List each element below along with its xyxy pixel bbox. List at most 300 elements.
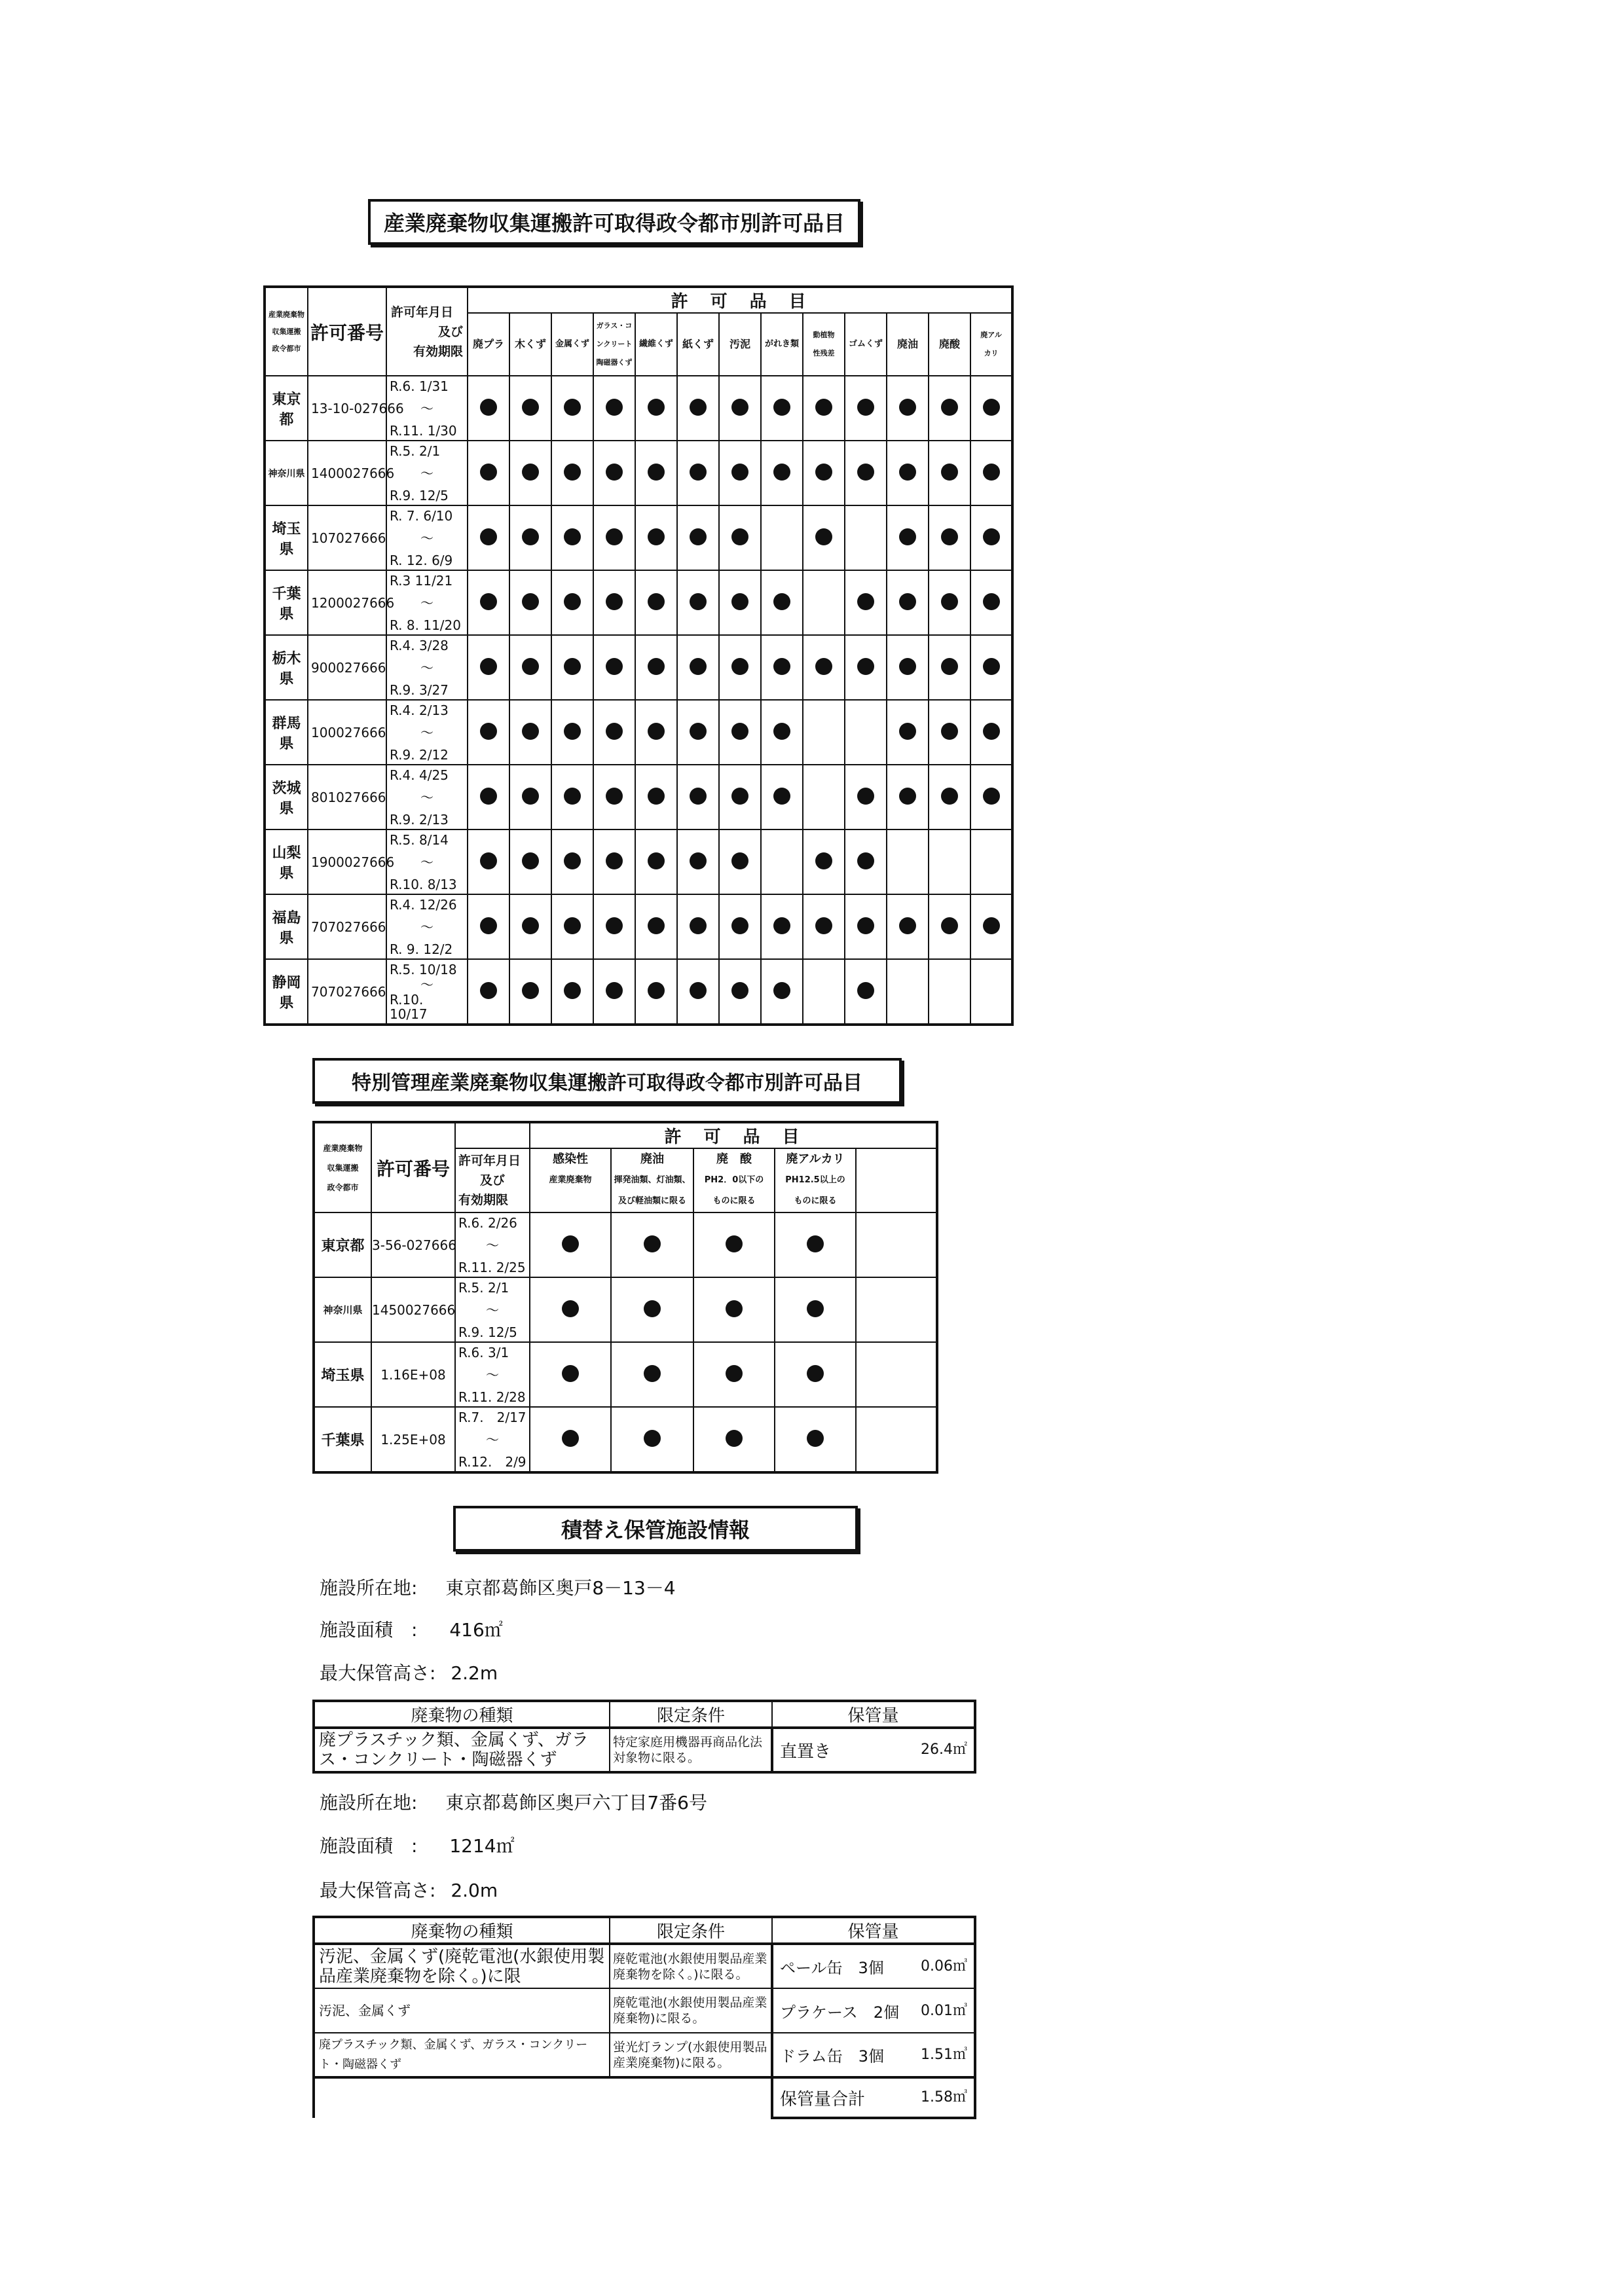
permitted-dot (726, 1430, 743, 1447)
mark-cell (677, 700, 719, 765)
mark-cell (509, 376, 551, 441)
permit-date-cell (386, 376, 468, 441)
permitted-dot (726, 1300, 743, 1317)
mark-cell (845, 829, 887, 894)
mark-cell (845, 635, 887, 700)
permit-date-to: R. 9. 12/2 (390, 941, 453, 957)
permitted-dot (899, 723, 916, 740)
mark-cell (551, 894, 593, 959)
permitted-dot (480, 464, 497, 481)
mark-cell (509, 829, 551, 894)
permitted-dot (480, 593, 497, 610)
mark-cell (761, 894, 803, 959)
permit-row (265, 829, 1012, 894)
permit-row (265, 376, 1012, 441)
permit-date-to: R.9. 2/12 (390, 746, 449, 763)
permitted-dot (606, 528, 623, 545)
header-line: 及び (437, 324, 463, 339)
storage-container: プラケース 2個 (780, 2003, 900, 2022)
permitted-dot (731, 788, 748, 805)
permit-date-cell (455, 1277, 530, 1342)
permit-date-tilde: ～ (420, 659, 434, 676)
site2-storage-table (312, 1916, 976, 2119)
mark-cell (803, 635, 845, 700)
permitted-dot (564, 399, 581, 416)
permitted-dot (773, 399, 790, 416)
permitted-dot (564, 982, 581, 999)
permitted-dot (815, 464, 832, 481)
site1-address-label: 施設所在地: (320, 1577, 418, 1599)
permitted-dot (522, 982, 539, 999)
permitted-dot (983, 723, 1000, 740)
pref-cell: 東京都 (314, 1212, 371, 1277)
mark-cell (803, 959, 845, 1025)
site2-height (320, 1876, 498, 1903)
mark-cell (761, 829, 803, 894)
permitted-dot (648, 917, 665, 934)
mark-cell (719, 894, 761, 959)
permitted-dot (857, 593, 874, 610)
mark-cell (887, 570, 929, 635)
item-header (719, 313, 761, 376)
permitted-dot (983, 528, 1000, 545)
condition: 蛍光灯ランプ(水銀使用製品産業廃棄物)に限る。 (610, 2033, 772, 2077)
storage-container: ドラム缶 3個 (780, 2047, 885, 2066)
site1-height (320, 1659, 498, 1685)
mark-cell (970, 765, 1012, 829)
permitted-dot (522, 658, 539, 675)
permit-date (387, 507, 467, 569)
mark-cell (509, 894, 551, 959)
mark-cell (719, 959, 761, 1025)
permitted-dot (773, 723, 790, 740)
header-line: 産業廃棄物 (549, 1175, 592, 1185)
mark-cell (929, 894, 970, 959)
permitted-dot (522, 852, 539, 869)
waste-type: 汚泥、金属くず(廃乾電池(水銀使用製品産業廃棄物を除く。)に限 (314, 1944, 610, 1988)
permitted-dot (857, 788, 874, 805)
header-line: 許可年月日 (458, 1154, 521, 1168)
header-line: 廃酸 (938, 338, 960, 350)
mark-cell (887, 829, 929, 894)
mark-cell (845, 700, 887, 765)
permitted-dot (606, 658, 623, 675)
mark-cell (845, 765, 887, 829)
item-header (468, 313, 509, 376)
permit-date-from: R.6. 1/31 (390, 378, 449, 394)
permitted-dot (857, 917, 874, 934)
header-line: 繊維くず (638, 339, 673, 349)
mark-cell (693, 1342, 775, 1407)
permit-date-from: R.5. 8/14 (390, 831, 449, 848)
permit-date-cell (386, 765, 468, 829)
mark-cell (719, 635, 761, 700)
header-line: 揮発油類、灯油類、 (614, 1175, 691, 1185)
permit-number: 1900027666 (308, 829, 386, 894)
mark-cell (611, 1407, 693, 1472)
permit-date-tilde: ～ (420, 976, 434, 993)
permitted-dot (773, 464, 790, 481)
header-line: 有効期限 (413, 344, 463, 359)
mark-cell (635, 829, 677, 894)
permitted-dot (815, 399, 832, 416)
mark-cell (887, 505, 929, 570)
mark-cell (530, 1407, 611, 1472)
permitted-dot (606, 788, 623, 805)
mark-cell (593, 441, 635, 505)
permit-date-tilde: ～ (420, 594, 434, 611)
mark-cell (509, 959, 551, 1025)
storage-volume: 1.51㎥ (921, 2047, 967, 2063)
site1-area-value: 416㎡ (449, 1619, 503, 1641)
header-line: 陶磁器くず (596, 358, 633, 367)
permitted-dot (690, 528, 707, 545)
permitted-dot (564, 593, 581, 610)
permit-number: 801027666 (308, 765, 386, 829)
mark-cell (468, 700, 509, 765)
permit-number: 1.16E+08 (371, 1342, 455, 1407)
header-line: カリ (984, 349, 999, 357)
permitted-dot (480, 723, 497, 740)
mark-cell (887, 700, 929, 765)
pref-cell: 埼玉県 (265, 505, 308, 570)
header-line: 汚泥 (729, 338, 750, 350)
permit-date (456, 1409, 529, 1470)
permit-date-tilde: ～ (420, 465, 434, 481)
site2-address-label: 施設所在地: (320, 1792, 418, 1813)
site1-storage-table (312, 1700, 976, 1774)
permitted-dot (562, 1235, 579, 1252)
mark-cell (468, 570, 509, 635)
mark-cell (845, 505, 887, 570)
mark-cell (856, 1212, 937, 1277)
permit-number: 1400027666 (308, 441, 386, 505)
mark-cell (856, 1407, 937, 1472)
header-line: 性残差 (813, 349, 835, 357)
permitted-dot (522, 723, 539, 740)
permitted-dot (773, 658, 790, 675)
permit-date-from: R.5. 10/18 (390, 961, 457, 977)
item-header (693, 1148, 775, 1212)
mark-cell (803, 441, 845, 505)
permit-number: 1200027666 (308, 570, 386, 635)
header-line: 政令都市 (327, 1182, 359, 1192)
mark-cell (775, 1407, 856, 1472)
mark-cell (677, 959, 719, 1025)
permitted-dot (480, 658, 497, 675)
permitted-dot (983, 593, 1000, 610)
item-header (929, 313, 970, 376)
permit-row (314, 1407, 937, 1472)
permitted-dot (606, 593, 623, 610)
permitted-dot (564, 464, 581, 481)
pref-cell: 静岡県 (265, 959, 308, 1025)
pref-cell: 福島県 (265, 894, 308, 959)
mark-cell (970, 505, 1012, 570)
mark-cell (551, 441, 593, 505)
header-line: 動植物 (813, 331, 835, 339)
mark-cell (593, 570, 635, 635)
item-header (593, 313, 635, 376)
permit-row (314, 1212, 937, 1277)
permit-date-to: R.9. 3/27 (390, 682, 449, 698)
permitted-dot (899, 658, 916, 675)
permit-date-cell (386, 700, 468, 765)
storage-volume: 0.06㎥ (921, 1958, 967, 1975)
mark-cell (593, 959, 635, 1025)
permit-date-tilde: ～ (486, 1237, 499, 1253)
permit-date (387, 896, 467, 958)
pref-cell: 山梨県 (265, 829, 308, 894)
facility-title: 積替え保管施設情報 (453, 1506, 858, 1552)
permitted-dot (644, 1430, 661, 1447)
item-header (635, 313, 677, 376)
mark-cell (635, 376, 677, 441)
header-line: 収集運搬 (327, 1163, 359, 1173)
permitted-dot (899, 593, 916, 610)
mark-cell (719, 441, 761, 505)
permitted-dot (690, 399, 707, 416)
permitted-dot (941, 723, 958, 740)
permitted-dot (690, 658, 707, 675)
mark-cell (635, 635, 677, 700)
permit-date (387, 767, 467, 828)
col-no-header: 許可番号 (371, 1122, 455, 1212)
permit-date-to: R.11. 2/25 (458, 1259, 526, 1275)
permitted-dot (807, 1430, 824, 1447)
header-line: 廃プラ (472, 338, 504, 350)
permit-date (387, 961, 467, 1023)
storage-container: ペール缶 3個 (780, 1959, 884, 1977)
mark-cell (929, 376, 970, 441)
permit-date-cell (455, 1407, 530, 1472)
header-line: 産業廃棄物 (323, 1143, 363, 1153)
permitted-dot (644, 1365, 661, 1382)
permit-date-cell (386, 959, 468, 1025)
mark-cell (593, 894, 635, 959)
header-line: 政令都市 (272, 344, 301, 353)
mark-cell (856, 1277, 937, 1342)
items-header: 許 可 品 目 (468, 287, 1012, 313)
permit-date-to: R.9. 2/13 (390, 811, 449, 828)
item-header (803, 313, 845, 376)
permitted-dot (522, 788, 539, 805)
mark-cell (635, 765, 677, 829)
header-line: 金属くず (555, 339, 589, 349)
condition: 廃乾電池(水銀使用製品産業廃棄物)に限る。 (610, 1988, 772, 2033)
permitted-dot (726, 1365, 743, 1382)
mark-cell (761, 570, 803, 635)
mark-cell (761, 765, 803, 829)
mark-cell (677, 570, 719, 635)
mark-cell (887, 376, 929, 441)
permit-date-from: R.5. 2/1 (458, 1279, 509, 1296)
permitted-dot (690, 788, 707, 805)
permitted-dot (690, 852, 707, 869)
permitted-dot (983, 788, 1000, 805)
permitted-dot (522, 399, 539, 416)
permitted-dot (731, 528, 748, 545)
permitted-dot (690, 723, 707, 740)
permit-date-tilde: ～ (420, 400, 434, 416)
permitted-dot (606, 917, 623, 934)
mark-cell (551, 700, 593, 765)
mark-cell (551, 829, 593, 894)
mark-cell (719, 570, 761, 635)
mark-cell (530, 1212, 611, 1277)
mark-cell (803, 376, 845, 441)
permit-number: 707027666 (308, 959, 386, 1025)
col-pref-header (265, 287, 308, 376)
permitted-dot (648, 852, 665, 869)
permit-date-from: R.4. 3/28 (390, 637, 449, 653)
pref-cell: 千葉県 (265, 570, 308, 635)
permitted-dot (564, 658, 581, 675)
storage-qty (772, 2033, 975, 2077)
header-line: 産業廃棄物 (268, 310, 304, 319)
permitted-dot (941, 464, 958, 481)
mark-cell (677, 376, 719, 441)
storage-qty (772, 1728, 975, 1772)
header-line: 廃アル (980, 331, 1002, 339)
header-line: 廃油 (640, 1152, 664, 1166)
site2-area (320, 1832, 515, 1858)
mark-cell (677, 765, 719, 829)
permit-date-tilde: ～ (486, 1302, 499, 1318)
permit-date-tilde: ～ (420, 530, 434, 546)
mark-cell (635, 700, 677, 765)
header-line: ンクリート (596, 340, 633, 348)
permit-date (387, 443, 467, 504)
mark-cell (551, 376, 593, 441)
mark-cell (929, 635, 970, 700)
item-header (775, 1148, 856, 1212)
mark-cell (551, 959, 593, 1025)
date-top-blank (455, 1122, 530, 1148)
site1-address-value: 東京都葛飾区奥戸8－13－4 (445, 1577, 676, 1599)
mark-cell (761, 700, 803, 765)
permitted-dot (815, 528, 832, 545)
permitted-dot (899, 464, 916, 481)
permit-date-tilde: ～ (420, 854, 434, 870)
permitted-dot (899, 788, 916, 805)
mark-cell (719, 700, 761, 765)
pref-cell: 群馬県 (265, 700, 308, 765)
mark-cell (509, 441, 551, 505)
items-header: 許 可 品 目 (530, 1122, 937, 1148)
mark-cell (761, 376, 803, 441)
mark-cell (611, 1212, 693, 1277)
permit-date-tilde: ～ (420, 724, 434, 740)
permitted-dot (773, 788, 790, 805)
header-line: 及び (479, 1173, 505, 1188)
permitted-dot (773, 917, 790, 934)
mark-cell (929, 570, 970, 635)
permit-number: 13-10-027666 (308, 376, 386, 441)
mark-cell (719, 376, 761, 441)
permitted-dot (731, 399, 748, 416)
mark-cell (468, 635, 509, 700)
mark-cell (468, 829, 509, 894)
mark-cell (593, 376, 635, 441)
col-no-header: 許可番号 (308, 287, 386, 376)
permit-row (265, 894, 1012, 959)
permitted-dot (606, 399, 623, 416)
pref-cell: 埼玉県 (314, 1342, 371, 1407)
permitted-dot (731, 658, 748, 675)
pref-cell: 神奈川県 (265, 441, 308, 505)
permit-date-to: R.9. 12/5 (458, 1324, 517, 1340)
permit-row (265, 441, 1012, 505)
storage-row (314, 2033, 975, 2077)
mark-cell (635, 959, 677, 1025)
mark-cell (593, 829, 635, 894)
mark-cell (468, 765, 509, 829)
permitted-dot (941, 528, 958, 545)
permitted-dot (899, 399, 916, 416)
mark-cell (677, 894, 719, 959)
mark-cell (551, 765, 593, 829)
permitted-dot (480, 788, 497, 805)
mark-cell (551, 635, 593, 700)
mark-cell (970, 829, 1012, 894)
site1-height-value: 2.2m (451, 1662, 498, 1684)
permitted-dot (480, 399, 497, 416)
permit-date-cell (386, 894, 468, 959)
permit-date (387, 572, 467, 634)
mark-cell (803, 894, 845, 959)
storage-volume: 26.4㎡ (921, 1741, 967, 1758)
permit-date-cell (386, 829, 468, 894)
permit-number: 1.25E+08 (371, 1407, 455, 1472)
permitted-dot (480, 852, 497, 869)
permitted-dot (857, 399, 874, 416)
mark-cell (611, 1277, 693, 1342)
permit-row (314, 1277, 937, 1342)
col-pref-header (314, 1122, 371, 1212)
mark-cell (761, 635, 803, 700)
permitted-dot (857, 464, 874, 481)
mark-cell (530, 1342, 611, 1407)
col-date-header (386, 287, 468, 376)
mark-cell (509, 505, 551, 570)
permit-date (456, 1344, 529, 1406)
permit-date-from: R. 7. 6/10 (390, 507, 453, 524)
item-header (677, 313, 719, 376)
permitted-dot (480, 917, 497, 934)
mark-cell (803, 829, 845, 894)
permitted-dot (564, 788, 581, 805)
permitted-dot (690, 917, 707, 934)
site2-address-value: 東京都葛飾区奥戸六丁目7番6号 (445, 1792, 707, 1813)
site2-height-label: 最大保管高さ: (320, 1880, 436, 1901)
permit-number: 900027666 (308, 635, 386, 700)
permit-date-to: R.11. 2/28 (458, 1389, 526, 1405)
pref-cell: 栃木県 (265, 635, 308, 700)
permitted-dot (941, 658, 958, 675)
pref-cell: 東京都 (265, 376, 308, 441)
mark-cell (635, 441, 677, 505)
item-header (970, 313, 1012, 376)
permit-date-tilde: ～ (486, 1366, 499, 1383)
storage-total-row (314, 2077, 975, 2118)
mark-cell (551, 505, 593, 570)
header-line: 収集運搬 (272, 327, 301, 336)
storage-qty (772, 1988, 975, 2033)
waste-type: 廃プラスチック類、金属くず、ガラス・コンクリート・陶磁器くず (314, 1728, 610, 1772)
mark-cell (803, 505, 845, 570)
header-line: 有効期限 (458, 1193, 509, 1207)
